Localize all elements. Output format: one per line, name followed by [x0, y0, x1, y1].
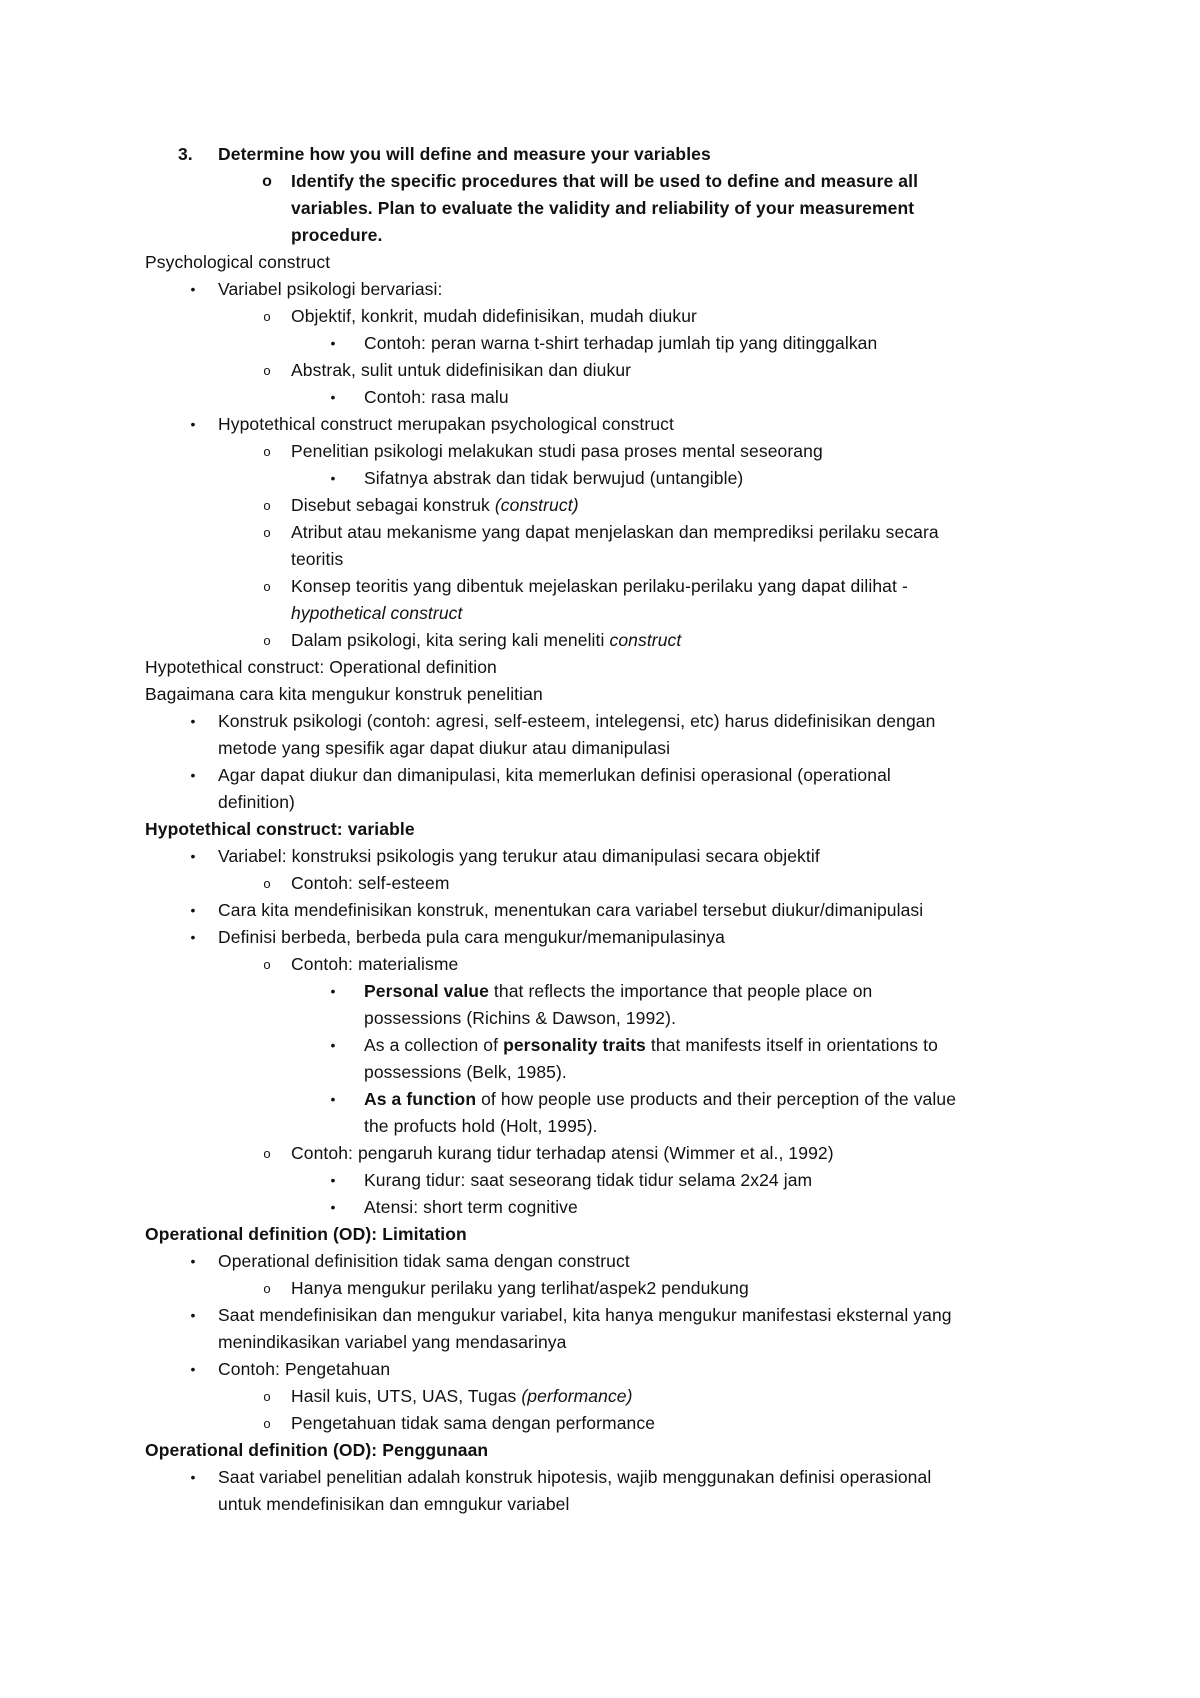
bold-term: Personal value: [364, 981, 489, 1001]
bullet-icon: •: [330, 1199, 336, 1215]
line-text: Cara kita mendefinisikan konstruk, menentukan cara variabel tersebut diukur/dimanipulasi: [218, 900, 924, 920]
circle-bullet-icon: o: [263, 876, 271, 891]
line-text: As a collection of: [364, 1035, 504, 1055]
bold-term: personality traits: [503, 1035, 646, 1055]
bullet-icon: •: [190, 1361, 196, 1377]
line-text: possessions (Belk, 1985).: [364, 1062, 567, 1082]
line-text: Operational definition (OD): Penggunaan: [145, 1440, 489, 1460]
line-text: Agar dapat diukur dan dimanipulasi, kita memerlukan definisi operasional (operational: [218, 765, 891, 785]
line-text: Operational definisition tidak sama dengan construct: [218, 1251, 630, 1271]
line-text: Variabel: konstruksi psikologis yang terukur atau dimanipulasi secara objektif: [218, 846, 820, 866]
bullet-icon: •: [330, 1172, 336, 1188]
line-text: possessions (Richins & Dawson, 1992).: [364, 1008, 677, 1028]
circle-bullet-icon: o: [263, 1281, 271, 1296]
line-text: Identify the specific procedures that will be used to define and measure all: [291, 171, 919, 191]
circle-bullet-icon: o: [263, 579, 271, 594]
list-number: 3.: [178, 144, 193, 164]
circle-bullet-icon: o: [263, 1389, 271, 1404]
line-text: Atribut atau mekanisme yang dapat menjelaskan dan memprediksi perilaku secara: [291, 522, 939, 542]
bold-term: As a function: [364, 1089, 477, 1109]
bullet-icon: •: [190, 416, 196, 432]
line-text: Hypotethical construct: Operational definition: [145, 657, 497, 677]
bullet-icon: •: [330, 389, 336, 405]
line-text: Definisi berbeda, berbeda pula cara mengukur/memanipulasinya: [218, 927, 725, 947]
line-text: Atensi: short term cognitive: [364, 1197, 578, 1217]
bullet-icon: •: [330, 983, 336, 999]
line-text: of how people use products and their perception of the value: [476, 1089, 957, 1109]
bullet-icon: •: [190, 1253, 196, 1269]
line-text: Sifatnya abstrak dan tidak berwujud (untangible): [364, 468, 744, 488]
circle-bullet-icon: o: [263, 525, 271, 540]
bullet-icon: •: [330, 335, 336, 351]
bullet-icon: •: [330, 470, 336, 486]
line-text: definition): [218, 792, 295, 812]
line-text: Hanya mengukur perilaku yang terlihat/aspek2 pendukung: [291, 1278, 749, 1298]
bullet-icon: •: [190, 281, 196, 297]
line-text: Konsep teoritis yang dibentuk mejelaskan perilaku-perilaku yang dapat dilihat -: [291, 576, 908, 596]
line-text: Contoh: materialisme: [291, 954, 459, 974]
circle-bullet-icon: o: [263, 1416, 271, 1431]
line-text: Psychological construct: [145, 252, 331, 272]
line-text: Determine how you will define and measure your variables: [218, 144, 711, 164]
line-text: teoritis: [291, 549, 344, 569]
line-text: Kurang tidur: saat seseorang tidak tidur selama 2x24 jam: [364, 1170, 813, 1190]
line-text: Contoh: Pengetahuan: [218, 1359, 391, 1379]
circle-bullet-icon: o: [263, 957, 271, 972]
circle-bullet-icon: o: [263, 1146, 271, 1161]
italic-term: (performance): [521, 1386, 633, 1406]
italic-term: construct: [609, 630, 682, 650]
line-text: Objektif, konkrit, mudah didefinisikan, mudah diukur: [291, 306, 697, 326]
circle-bullet-icon: o: [262, 173, 272, 190]
line-text: Dalam psikologi, kita sering kali meneliti: [291, 630, 610, 650]
line-text: Konstruk psikologi (contoh: agresi, self-esteem, intelegensi, etc) harus didefinisikan dengan: [218, 711, 936, 731]
line-text: Operational definition (OD): Limitation: [145, 1224, 467, 1244]
bullet-icon: •: [190, 713, 196, 729]
line-text: Pengetahuan tidak sama dengan performance: [291, 1413, 656, 1433]
line-text: Bagaimana cara kita mengukur konstruk penelitian: [145, 684, 543, 704]
line-text: metode yang spesifik agar dapat diukur atau dimanipulasi: [218, 738, 671, 758]
line-text: Abstrak, sulit untuk didefinisikan dan diukur: [291, 360, 632, 380]
line-text: Saat mendefinisikan dan mengukur variabel, kita hanya mengukur manifestasi eksternal yang: [218, 1305, 952, 1325]
line-text: variables. Plan to evaluate the validity and reliability of your measurement: [291, 198, 915, 218]
line-text: Disebut sebagai konstruk: [291, 495, 495, 515]
bullet-icon: •: [190, 1307, 196, 1323]
line-text: Saat variabel penelitian adalah konstruk hipotesis, wajib menggunakan definisi operasional: [218, 1467, 932, 1487]
line-text: Contoh: self-esteem: [291, 873, 450, 893]
italic-term: hypothetical construct: [291, 603, 463, 623]
line-text: the profucts hold (Holt, 1995).: [364, 1116, 598, 1136]
bullet-icon: •: [190, 929, 196, 945]
line-text: that manifests itself in orientations to: [645, 1035, 938, 1055]
bullet-icon: •: [190, 1469, 196, 1485]
line-text: menindikasikan variabel yang mendasarinya: [218, 1332, 567, 1352]
circle-bullet-icon: o: [263, 363, 271, 378]
line-text: Contoh: peran warna t-shirt terhadap jumlah tip yang ditinggalkan: [364, 333, 878, 353]
bullet-icon: •: [330, 1091, 336, 1107]
bullet-icon: •: [330, 1037, 336, 1053]
circle-bullet-icon: o: [263, 444, 271, 459]
bullet-icon: •: [190, 767, 196, 783]
circle-bullet-icon: o: [263, 633, 271, 648]
bullet-icon: •: [190, 848, 196, 864]
line-text: Hypotethical construct: variable: [145, 819, 415, 839]
circle-bullet-icon: o: [263, 498, 271, 513]
line-text: procedure.: [291, 225, 383, 245]
line-text: untuk mendefinisikan dan emngukur variabel: [218, 1494, 570, 1514]
line-text: Penelitian psikologi melakukan studi pasa proses mental seseorang: [291, 441, 823, 461]
line-text: Hypotethical construct merupakan psychological construct: [218, 414, 674, 434]
circle-bullet-icon: o: [263, 309, 271, 324]
line-text: Contoh: rasa malu: [364, 387, 509, 407]
bullet-icon: •: [190, 902, 196, 918]
line-text: Variabel psikologi bervariasi:: [218, 279, 443, 299]
line-text: Contoh: pengaruh kurang tidur terhadap atensi (Wimmer et al., 1992): [291, 1143, 834, 1163]
italic-term: (construct): [494, 495, 579, 515]
line-text: that reflects the importance that people place on: [488, 981, 873, 1001]
line-text: Hasil kuis, UTS, UAS, Tugas: [291, 1386, 522, 1406]
